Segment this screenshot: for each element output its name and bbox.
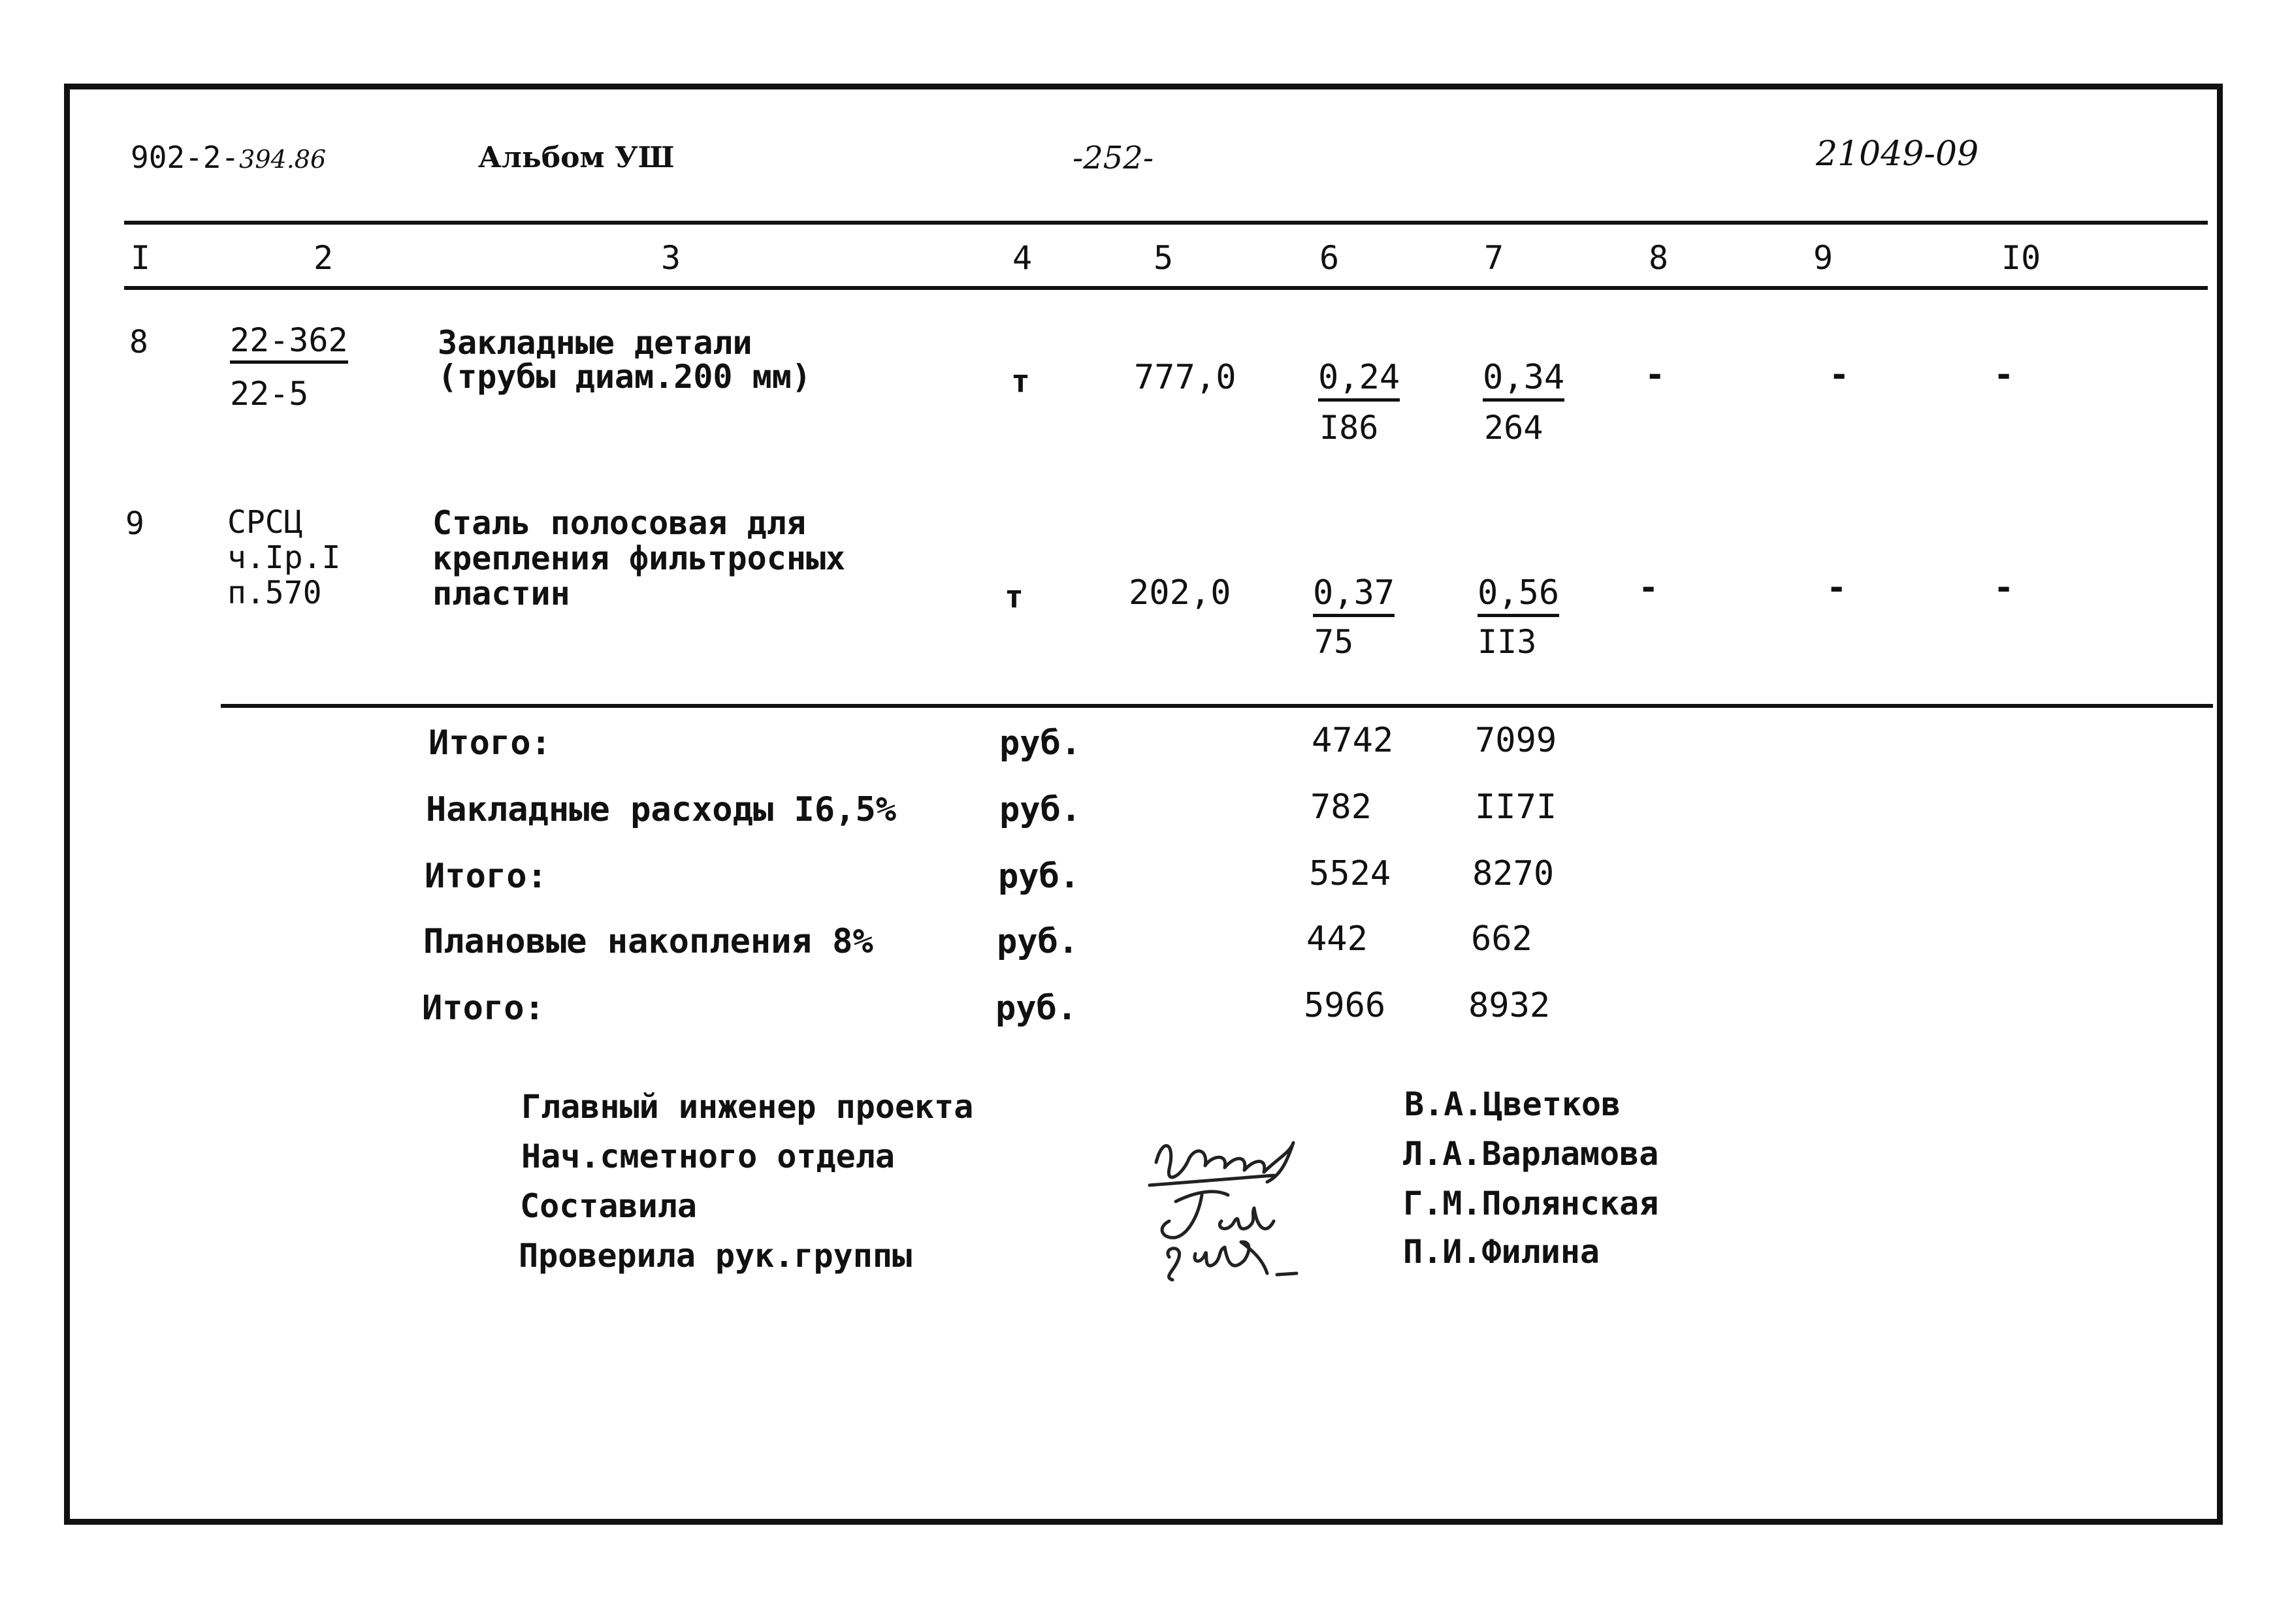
- row-col6-top: 0,24: [1318, 360, 1400, 402]
- row-price: 202,0: [1129, 573, 1231, 613]
- row-name-line3: пластин: [432, 575, 570, 613]
- col-header-7: 7: [1484, 239, 1504, 277]
- totals-unit: руб.: [999, 790, 1082, 829]
- row-ref-line2: ч.Iр.I: [227, 539, 341, 576]
- signature-name: Л.А.Варламова: [1403, 1135, 1659, 1173]
- row-col6-bottom: I86: [1319, 409, 1379, 447]
- row-ref-line3: п.570: [227, 575, 322, 611]
- row-col7-bottom: II3: [1478, 623, 1537, 661]
- signature-name: В.А.Цветков: [1404, 1085, 1621, 1123]
- signature-role: Нач.сметного отдела: [521, 1138, 895, 1175]
- totals-rule: [221, 704, 2213, 708]
- row-col6-top: 0,37: [1313, 576, 1395, 617]
- row-col7-top: 0,34: [1483, 360, 1564, 402]
- totals-col7: 8270: [1472, 854, 1555, 893]
- row-number: 9: [125, 505, 144, 542]
- page-number: -252-: [1073, 140, 1154, 176]
- row-col8: -: [1645, 355, 1666, 394]
- document-frame: [64, 84, 2223, 1525]
- row-ref-line1: СРСЦ: [227, 504, 303, 541]
- totals-label: Итого:: [428, 724, 551, 763]
- totals-unit: руб.: [995, 989, 1078, 1028]
- signature-role: Составила: [520, 1187, 697, 1225]
- totals-unit: руб.: [999, 724, 1082, 763]
- header-top-rule: [124, 221, 2208, 225]
- row-col9: -: [1829, 355, 1850, 394]
- totals-col7: 8932: [1468, 986, 1551, 1025]
- signature-role: Главный инженер проекта: [521, 1088, 974, 1126]
- totals-col7: 662: [1471, 919, 1532, 959]
- col-header-9: 9: [1813, 239, 1834, 277]
- row-name-line1: Сталь полосовая для: [432, 504, 806, 542]
- totals-col6: 442: [1306, 919, 1368, 959]
- totals-unit: руб.: [998, 857, 1080, 896]
- totals-label: Накладные расходы I6,5%: [426, 790, 897, 829]
- row-col10: -: [1994, 355, 2014, 394]
- col-header-10: I0: [2001, 239, 2041, 277]
- row-price: 777,0: [1134, 358, 1236, 397]
- totals-col6: 782: [1310, 788, 1372, 827]
- signature-role: Проверила рук.группы: [519, 1237, 913, 1275]
- header-bottom-rule: [124, 286, 2208, 290]
- handwritten-signatures: [1137, 1123, 1359, 1293]
- col-header-4: 4: [1012, 239, 1033, 277]
- row-col6-bottom: 75: [1314, 623, 1354, 661]
- document-code: 902-2-394.86: [131, 140, 327, 175]
- totals-col7: 7099: [1475, 721, 1557, 760]
- signature-name: Г.М.Полянская: [1403, 1185, 1659, 1222]
- totals-col7: II7I: [1475, 788, 1557, 827]
- totals-unit: руб.: [997, 922, 1079, 961]
- col-header-3: 3: [661, 239, 681, 277]
- row-name-line1: Закладные детали: [438, 324, 752, 362]
- row-ref-bottom: 22-5: [230, 375, 309, 413]
- totals-col6: 5524: [1309, 854, 1391, 893]
- col-header-6: 6: [1319, 239, 1340, 277]
- document-number: 21049-09: [1816, 135, 1979, 174]
- signature-name: П.И.Филина: [1403, 1233, 1600, 1271]
- row-unit: т: [1011, 363, 1030, 400]
- row-unit: т: [1005, 579, 1024, 615]
- row-col7-bottom: 264: [1484, 409, 1543, 447]
- col-header-8: 8: [1649, 239, 1669, 277]
- row-col9: -: [1826, 568, 1847, 607]
- row-name-line2: (трубы диам.200 мм): [438, 358, 811, 396]
- totals-col6: 5966: [1304, 986, 1386, 1025]
- totals-label: Итого:: [422, 989, 545, 1028]
- totals-label: Итого:: [425, 857, 547, 896]
- album-label: Альбом УШ: [478, 141, 675, 174]
- totals-label: Плановые накопления 8%: [423, 922, 873, 961]
- row-number: 8: [129, 324, 148, 360]
- col-header-1: I: [131, 239, 151, 277]
- row-col10: -: [1994, 568, 2014, 607]
- row-col8: -: [1638, 568, 1659, 607]
- row-col7-top: 0,56: [1478, 576, 1559, 617]
- row-ref-top: 22-362: [230, 324, 348, 364]
- row-name-line2: крепления фильтросных: [432, 539, 846, 577]
- col-header-5: 5: [1154, 239, 1174, 277]
- col-header-2: 2: [314, 239, 334, 277]
- totals-col6: 4742: [1312, 721, 1394, 760]
